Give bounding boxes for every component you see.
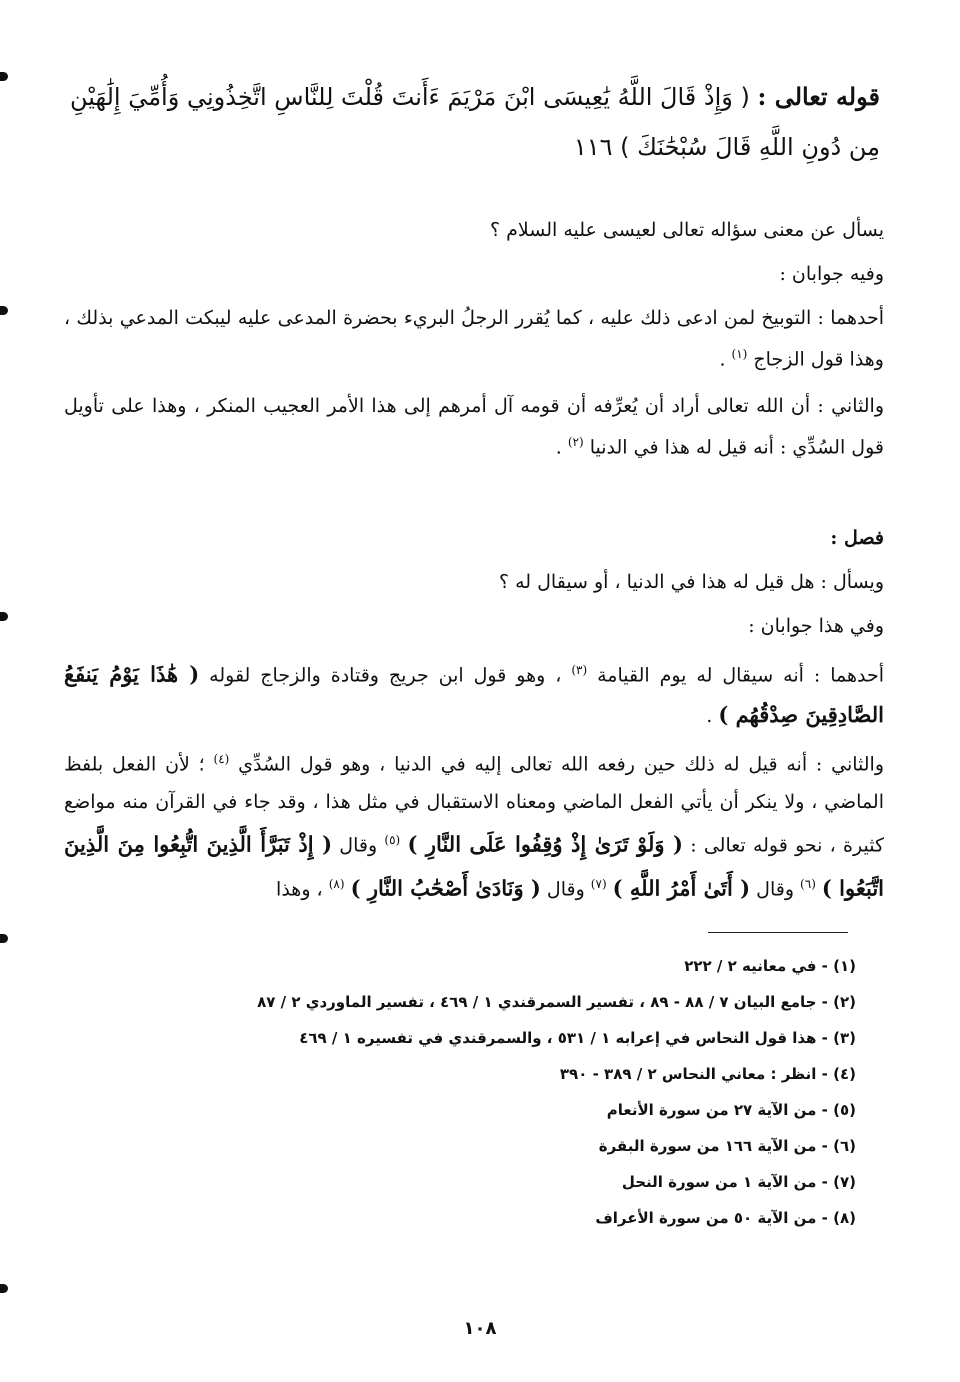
footnotes: [76, 948, 856, 1236]
quran-quote: ( إِذْ تَبَرَّأَ الَّذِينَ اتُّبِعُوا مِنَ الَّذِينَ اتَّبَعُوا ): [64, 831, 884, 900]
footnote-2: (٢) - جامع البيان ٧ / ٨٨ - ٨٩ ، تفسير السمرقندي ١ / ٤٦٩ ، تفسير الماوردي ٢ / ٨٧: [257, 993, 856, 1011]
margin-mark: [0, 1284, 8, 1293]
quran-quote: ( وَنَادَىٰ أَصْحَٰبُ النَّارِ ): [350, 874, 541, 900]
answers-intro-1: وفيه جوابان :: [779, 263, 884, 285]
footnote-3: (٣) - هذا قول النحاس في إعرابه ١ / ٥٣١ ، والسمرقندي في تفسيره ١ / ٤٦٩: [299, 1029, 856, 1047]
footnote-ref-4: (٤): [213, 752, 230, 766]
section-heading: فصل :: [830, 527, 884, 549]
footnote-6: (٦) - من الآية ١٦٦ من سورة البقرة: [598, 1137, 856, 1155]
footnote-4: (٤) - انظر : معاني النحاس ٢ / ٣٨٩ - ٣٩٠: [559, 1065, 856, 1083]
footnote-ref-6: (٦): [800, 876, 816, 891]
quran-quote: ( وَلَوْ تَرَىٰ إِذْ وُقِفُوا عَلَى النَّارِ ): [407, 831, 683, 857]
page-number: ١٠٨: [463, 1318, 497, 1339]
footnote-1: (١) - في معانيه ٢ / ٢٢٢: [684, 957, 856, 975]
margin-mark: [0, 612, 8, 621]
margin-mark: [0, 306, 8, 315]
footnote-ref-1: (١): [731, 347, 748, 361]
verse-lead: قوله تعالى :: [757, 82, 880, 111]
verse-text: ( وَإِذْ قَالَ اللَّهُ يَٰعِيسَى ابْنَ مَرْيَمَ ءَأَنتَ قُلْتَ لِلنَّاسِ اتَّخِذُونِي وَأُمِّيَ إِلَٰهَيْنِ مِن دُونِ اللَّهِ قَالَ سُبْحَٰنَكَ ) ١١٦: [70, 83, 880, 161]
footnote-5: (٥) - من الآية ٢٧ من سورة الأنعام: [606, 1101, 856, 1119]
footnote-ref-2: (٢): [567, 435, 584, 449]
footnote-ref-8: (٨): [328, 876, 345, 891]
footnote-7: (٧) - من الآية ١ من سورة النحل: [621, 1173, 856, 1191]
footnote-ref-5: (٥): [384, 833, 401, 848]
quran-quote: ( هَٰذَا يَوْمُ يَنفَعُ الصَّادِقِينَ صِدْقُهُم ): [64, 661, 884, 728]
answer-1-2: والثاني : أن الله تعالى أراد أن يُعرِّفه أن قومه آل أمرهم إلى هذا الأمر العجيب المنكر ، وهذا على تأويل قول السُدِّي : أنه قيل له هذا في الدنيا $^{(٢)}$ .: [64, 395, 884, 459]
verse-block: [60, 72, 880, 172]
footnote-ref-7: (٧): [590, 876, 607, 891]
question-2: ويسأل : هل قيل له هذا في الدنيا ، أو سيقال له ؟: [498, 571, 884, 593]
answer-2-1: أحدهما : أنه سيقال له يوم القيامة $^{(٣)}$ ، وهو قول ابن جريج وقتادة والزجاج لقوله ( هَٰذَا يَوْمُ يَنفَعُ الصَّادِقِينَ صِدْقُهُم ) .: [64, 661, 884, 728]
quran-quote: ( أَتَىٰ أَمْرُ اللَّهِ ): [612, 874, 751, 900]
footnote-ref-3: (٣): [571, 663, 588, 677]
answers-intro-2: وفي هذا جوابان :: [748, 615, 884, 637]
footnote-8: (٨) - من الآية ٥٠ من سورة الأعراف: [595, 1209, 856, 1227]
footnote-divider: [708, 932, 848, 933]
answer-1-1: أحدهما : التوبيخ لمن ادعى ذلك عليه ، كما يُقرر الرجلُ البريء بحضرة المدعى عليه ليبكت المدعي بذلك ، وهذا قول الزجاج $^{(١)}$ .: [64, 307, 884, 371]
margin-mark: [0, 934, 8, 943]
question-1: يسأل عن معنى سؤاله تعالى لعيسى عليه السلام ؟: [490, 219, 884, 241]
answer-2-2: والثاني : أنه قيل له ذلك حين رفعه الله تعالى إليه في الدنيا ، وهو قول السُدِّي $^{(٤)}$ ؛ لأن الفعل بلفظ الماضي ، ولا ينكر أن يأتي الفعل الماضي ومعناه الاستقبال في مثل هذا ، وقد جاء في القرآن منه مواضع كثيرة ، نحو قوله تعالى : ( وَلَوْ تَرَىٰ إِذْ وُقِفُوا عَلَى النَّارِ ) $^{(٥)}$ وقال ( إِذْ تَبَرَّأَ الَّذِينَ اتُّبِعُوا مِنَ الَّذِينَ اتَّبَعُوا ) $^{(٦)}$ وقال ( أَتَىٰ أَمْرُ اللَّهِ ) $^{(٧)}$ وقال ( وَنَادَىٰ أَصْحَٰبُ النَّارِ ) $^{(٨)}$ ، وهذا: [64, 752, 884, 900]
margin-mark: [0, 72, 8, 81]
